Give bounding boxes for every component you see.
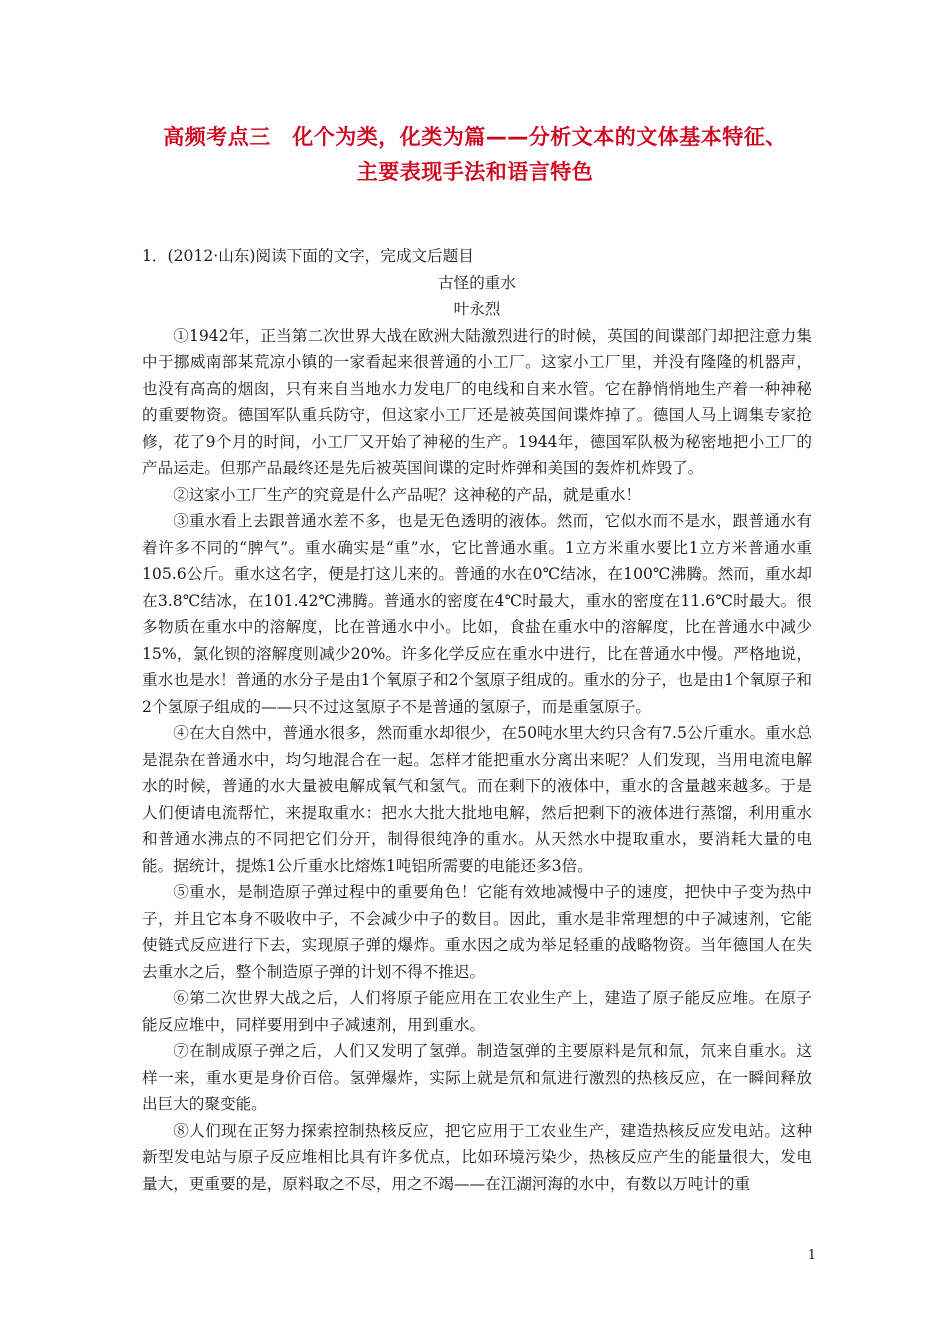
paragraph-5: ⑤重水，是制造原子弹过程中的重要角色！它能有效地减慢中子的速度，把快中子变为热中子，并且它本身不吸收中子，不会减少中子的数目。因此，重水是非常理想的中子减速剂，它能使链式反应进行下去，实现原子弹的爆炸。重水因之成为举足轻重的战略物资。当年德国人在失去重水之后，整个制造原子弹的计划不得不推迟。 [142,883,812,981]
paragraph-8: ⑧人们现在正努力探索控制热核反应，把它应用于工农业生产，建造热核反应发电站。这种新型发电站与原子反应堆相比具有许多优点，比如环境污染少，热核反应产生的能量很大，发电量大，更重要的是，原料取之不尽，用之不竭——在江湖河海的水中，有数以万吨计的重 [142,1121,812,1193]
paragraph-4: ④在大自然中，普通水很多，然而重水却很少，在50吨水里大约只含有7.5公斤重水。重水总是混杂在普通水中，均匀地混合在一起。怎样才能把重水分离出来呢？人们发现，当用电流电解水的时候，普通的水大量被电解成氧气和氢气。而在剩下的液体中，重水的含量越来越多。于是人们便请电流帮忙，来提取重水：把水大批大批地电解，然后把剩下的液体进行蒸馏，利用重水和普通水沸点的不同把它们分开，制得很纯净的重水。从天然水中提取重水，要消耗大量的电能。据统计，提炼1公斤重水比熔炼1吨铝所需要的电能还多3倍。 [142,724,812,875]
page-number: 1 [807,1248,816,1263]
article-title: 古怪的重水 [438,273,516,292]
article-author: 叶永烈 [453,300,501,318]
title-line-1: 高频考点三 化个为类，化类为篇——分析文本的文体基本特征、 [163,125,787,149]
paragraph-2: ②这家小工厂生产的究竟是什么产品呢？这神秘的产品，就是重水！ [173,485,642,504]
paragraph-1: ①1942年，正当第二次世界大战在欧洲大陆激烈进行的时候，英国的间谍部门却把注意力集中于挪威南部某荒凉小镇的一家看起来很普通的小工厂。这家小工厂里，并没有隆隆的机器声，也没有高高的烟囱，只有来自当地水力发电厂的电线和自来水管。它在静悄悄地生产着一种神秘的重要物资。德国军队重兵防守，但这家小工厂还是被英国间谍炸掉了。德国人马上调集专家抢修，花了9个月的时间，小工厂又开始了神秘的生产。1944年，德国军队极为秘密地把小工厂的产品运走。但那产品最终还是先后被英国间谍的定时炸弹和美国的轰炸机炸毁了。 [142,326,812,477]
document-title [120,120,830,190]
paragraph-7: ⑦在制成原子弹之后，人们又发明了氢弹。制造氢弹的主要原料是氘和氚，氘来自重水。这样一来，重水更是身价百倍。氢弹爆炸，实际上就是氘和氚进行激烈的热核反应，在一瞬间释放出巨大的聚变能。 [142,1042,812,1113]
question-prompt: 1．(2012·山东)阅读下面的文字，完成文后题目 [142,247,474,265]
title-line-2: 主要表现手法和语言特色 [356,160,594,184]
paragraph-3: ③重水看上去跟普通水差不多，也是无色透明的液体。然而，它似水而不是水，跟普通水有着许多不同的“脾气”。重水确实是“重”水，它比普通水重。1立方米重水要比1立方米普通水重105.6公斤。重水这名字，便是打这儿来的。普通的水在0℃结冰，在100℃沸腾。然而，重水却在3.8℃结冰，在101.42℃沸腾。普通水的密度在4℃时最大，重水的密度在11.6℃时最大。很多物质在重水中的溶解度，比在普通水中小。比如，食盐在重水中的溶解度，比在普通水中减少15%，氯化钡的溶解度则减少20%。许多化学反应在重水中进行，比在普通水中慢。严格地说，重水也是水！普通的水分子是由1个氧原子和2个氢原子组成的。重水的分子，也是由1个氧原子和2个氢原子组成的——只不过这氢原子不是普通的氢原子，而是重氢原子。 [142,512,812,716]
paragraph-6: ⑥第二次世界大战之后，人们将原子能应用在工农业生产上，建造了原子能反应堆。在原子能反应堆中，同样要用到中子减速剂，用到重水。 [142,989,812,1034]
document-body [142,243,812,1197]
